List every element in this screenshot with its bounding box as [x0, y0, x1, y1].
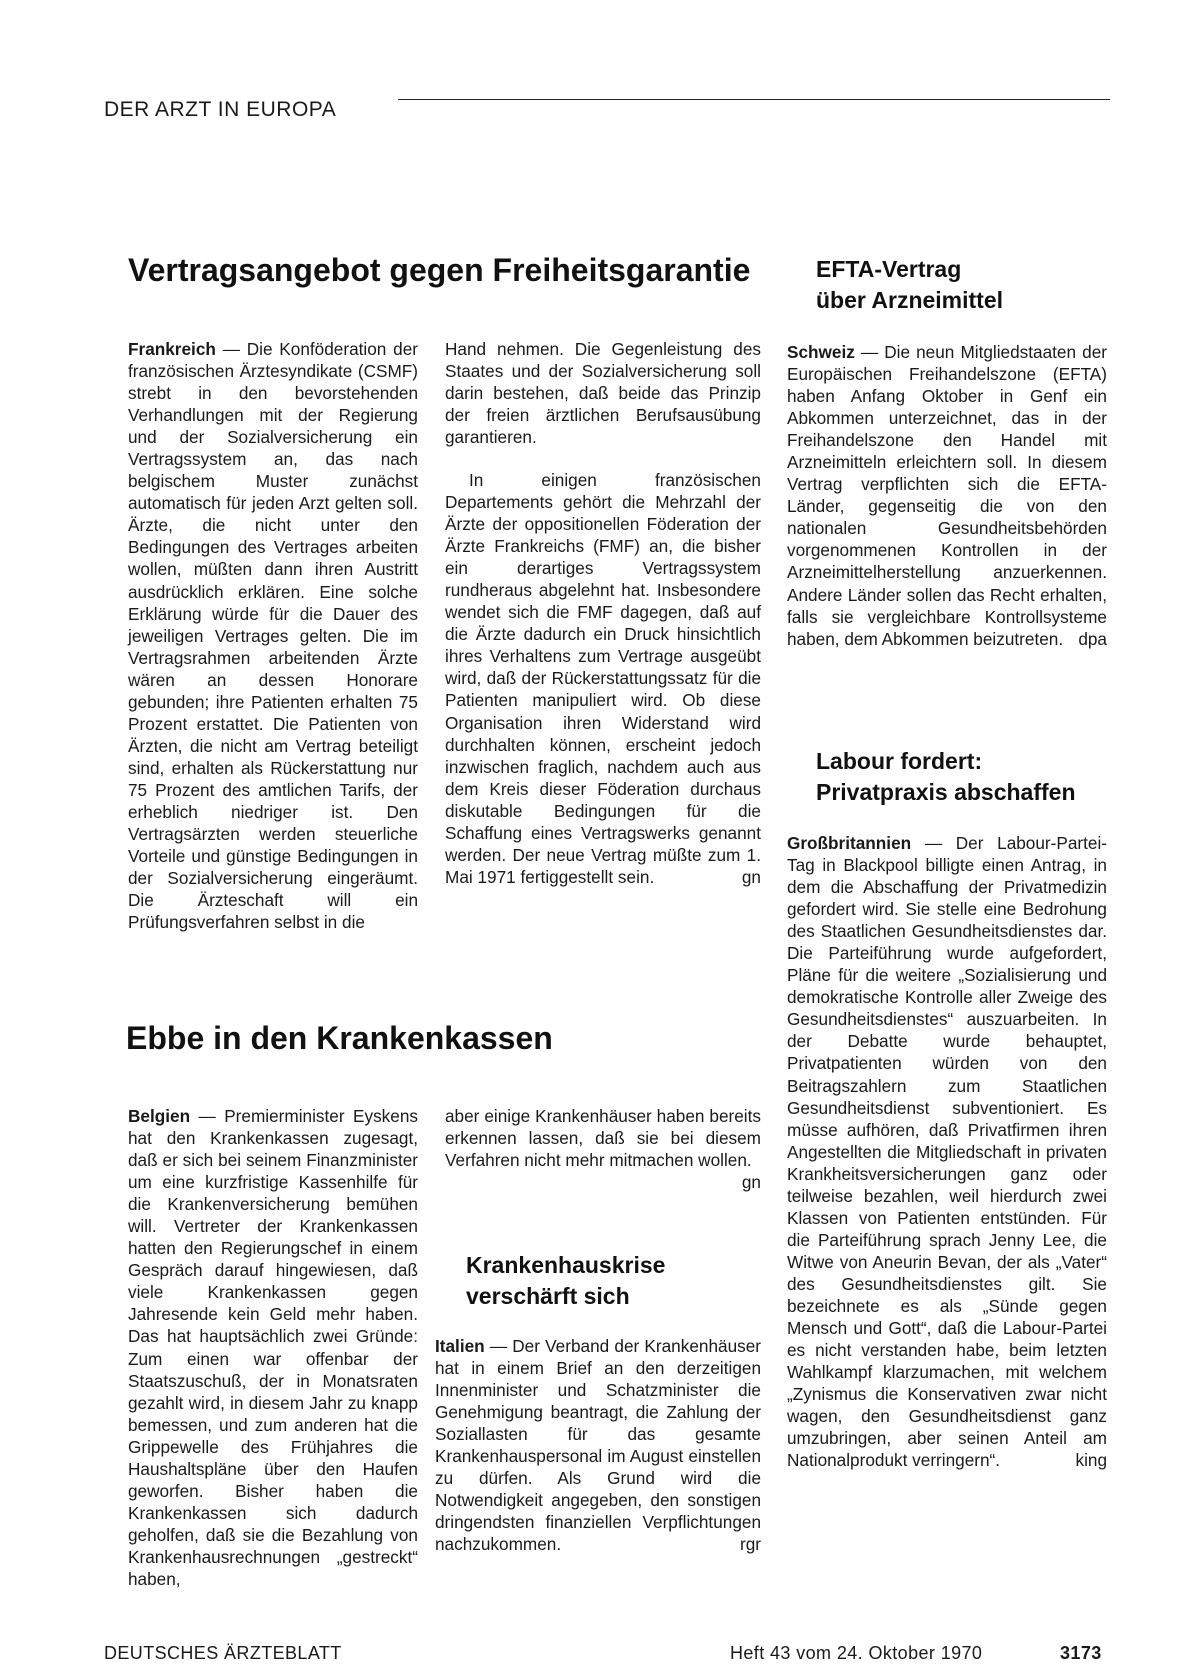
- labour-title-line2: Privatpraxis abschaffen: [816, 779, 1076, 805]
- efta-body: — Die neun Mitgliedstaaten der Europäischen Freihandelszone (EFTA) haben Anfang Oktober in Genf ein Abkommen unterzeichnet, das in der Freihandelszone den Handel mit Arzneimitteln erleichtern soll. In diesem Vertrag verpflichten sich die EFTA-Länder, gegenseitig die von den nationalen Gesundheitsbehörden vorgenommenen Kontrollen in der Arzneimittelherstellung anzuerkennen. Andere Länder sollen das Recht erhalten, falls sie vergleichbare Kontrollsysteme haben, dem Abkommen beizutreten.: [787, 342, 1107, 649]
- ebbe-column-1: [128, 1105, 418, 1590]
- vertragsangebot-body-2b: In einigen französischen Departements gehört die Mehrzahl der Ärzte der oppositionellen Föderation der Ärzte Frankreichs (FMF) an, die bisher ein derartiges Vertragssystem rundheraus abgelehnt hat. Insbesondere wendet sich die FMF dagegen, daß auf die Ärzte dadurch ein Druck hinsichtlich ihres Verhaltens zum Vertrage ausgeübt wird, daß der Rückerstattungssatz für die Patienten manipuliert wird. Ob diese Organisation ihren Widerstand wird durchhalten können, erscheint jedoch inzwischen fraglich, nachdem auch aus dem Kreis dieser Föderation durchaus diskutable Bedingungen für die Schaffung eines Vertragswerks genannt werden. Der neue Vertrag müßte zum 1. Mai 1971 fertiggestellt sein.: [445, 470, 761, 887]
- efta-title-line1: EFTA-Vertrag: [816, 256, 962, 282]
- vertragsangebot-column-1: [128, 338, 418, 933]
- vertragsangebot-body-1: — Die Konföderation der französischen Ärztesyndikate (CSMF) strebt in den bevorstehenden Verhandlungen mit der Regierung und der Sozialversicherung ein Vertragssystem an, das nach belgischem Muster zunächst automatisch für jeden Arzt gelten soll. Ärzte, die nicht unter den Bedingungen des Vertrages arbeiten wollen, müßten dann ihren Austritt ausdrücklich erklären. Eine solche Erklärung würde für die Dauer des jeweiligen Vertrages gelten. Die im Vertragsrahmen arbeitenden Ärzte wären an dessen Honorare gebunden; ihre Patienten erhalten 75 Prozent erstattet. Die Patienten von Ärzten, die nicht am Vertrag beteiligt sind, erhalten als Rückerstattung nur 75 Prozent des amtlichen Tarifs, der erheblich niedriger ist. Den Vertragsärzten werden steuerliche Vorteile und günstige Bedingungen in der Sozialversicherung eingeräumt. Die Ärzteschaft will ein Prüfungsverfahren selbst in die: [128, 339, 418, 933]
- efta-column: [787, 341, 1107, 650]
- signature-dpa: dpa: [1078, 628, 1107, 649]
- ebbe-body-1: — Premierminister Eyskens hat den Krankenkassen zugesagt, daß er sich bei seinem Finanzminister um eine kurzfristige Kassenhilfe für die Krankenversicherung bemühen will. Vertreter der Krankenkassen hatten den Regierungschef in einem Gespräch darauf hingewiesen, daß viele Krankenkassen gegen Jahresende kein Geld mehr haben. Das hat hauptsächlich zwei Gründe: Zum einen war offenbar der Staatszuschuß, der in Monatsraten gezahlt wird, in diesem Jahr zu knapp bemessen, und zum anderen hat die Grippewelle des Frühjahres die Haushaltspläne über den Haufen geworfen. Bisher haben die Krankenkassen sich dadurch geholfen, daß sie die Bezahlung von Krankenhausrechnungen „gestreckt“ haben,: [128, 1106, 418, 1589]
- dateline-frankreich: Frankreich: [128, 339, 216, 359]
- article-title-labour: [816, 746, 1116, 808]
- vertragsangebot-body-2a: Hand nehmen. Die Gegenleistung des Staates und der Sozialversicherung soll darin bestehen, daß beide das Prinzip der freien ärztlichen Berufsausübung garantieren.: [445, 339, 761, 448]
- section-title: DER ARZT IN EUROPA: [104, 98, 337, 121]
- article-title-krankenhauskrise: [466, 1250, 766, 1312]
- article-title-efta: [816, 254, 1116, 316]
- footer-page-number: 3173: [1060, 1643, 1102, 1663]
- signature-king: king: [1075, 1450, 1107, 1471]
- dateline-belgien: Belgien: [128, 1106, 191, 1126]
- ebbe-body-2: aber einige Krankenhäuser haben bereits erkennen lassen, daß sie bei diesem Verfahren nicht mehr mitmachen wollen.: [445, 1106, 761, 1171]
- header-rule: [398, 99, 1110, 100]
- krankenhauskrise-title-line2: verschärft sich: [466, 1283, 630, 1309]
- signature-gn-2: gn: [741, 1172, 761, 1193]
- vertragsangebot-column-2: [445, 338, 761, 448]
- signature-gn: gn: [741, 866, 761, 887]
- efta-title-line2: über Arzneimittel: [816, 287, 1004, 313]
- article-title-ebbe: Ebbe in den Krankenkassen: [126, 1020, 553, 1056]
- vertragsangebot-column-2b: [445, 469, 761, 888]
- krankenhauskrise-column: [435, 1335, 761, 1555]
- dateline-schweiz: Schweiz: [787, 342, 855, 362]
- footer-issue: Heft 43 vom 24. Oktober 1970: [730, 1643, 983, 1663]
- labour-title-line1: Labour fordert:: [816, 748, 983, 774]
- footer-journal: DEUTSCHES ÄRZTEBLATT: [104, 1643, 342, 1663]
- labour-column: [787, 832, 1107, 1471]
- labour-body: — Der Labour-Partei-Tag in Blackpool billigte einen Antrag, in dem die Abschaffung der Privatmedizin gefordert wird. Sie stelle eine Bedrohung des Staatlichen Gesundheitsdienstes dar. Die Parteiführung wurde aufgefordert, Pläne für die weitere „Sozialisierung und demokratische Kontrolle aller Zweige des Gesundheitsdienstes“ auszuarbeiten. In der Debatte wurde behauptet, Privatpatienten würden von den Beitragszahlern zum Staatlichen Gesundheitsdienst subventioniert. Es müsse aufhören, daß Privatfirmen ihren Angestellten die Mitgliedschaft in privaten Krankheitsversicherungen ganz oder teilweise bezahlen, weil hierdurch zwei Klassen von Patienten entstünden. Für die Parteiführung sprach Jenny Lee, die Witwe von Aneurin Bevan, der als „Vater“ des Gesundheitsdienstes gilt. Sie bezeichnete es als „Sünde gegen Mensch und Gott“, daß die Labour-Partei es nicht verstanden habe, beim letzten Wahlkampf klarzumachen, mit welchem „Zynismus die Konservativen zwar nicht wagen, den Gesundheitsdienst ganz umzubringen, aber seinen Anteil am Nationalprodukt verringern“.: [787, 833, 1107, 1471]
- krankenhauskrise-title-line1: Krankenhauskrise: [466, 1252, 666, 1278]
- krankenhauskrise-body: — Der Verband der Krankenhäuser hat in einem Brief an den derzeitigen Innenminister und Schatzminister die Genehmigung beantragt, die Zahlung der Soziallasten für das gesamte Krankenhauspersonal im August einstellen zu dürfen. Als Grund wird die Notwendigkeit angegeben, den sonstigen dringendsten finanziellen Verpflichtungen nachzukommen.: [435, 1336, 761, 1555]
- dateline-italien: Italien: [435, 1336, 485, 1356]
- article-title-vertragsangebot: Vertragsangebot gegen Freiheitsgarantie: [128, 252, 751, 288]
- signature-rgr: rgr: [739, 1534, 761, 1555]
- dateline-grossbritannien: Großbritannien: [787, 833, 912, 853]
- ebbe-column-2: [445, 1105, 761, 1193]
